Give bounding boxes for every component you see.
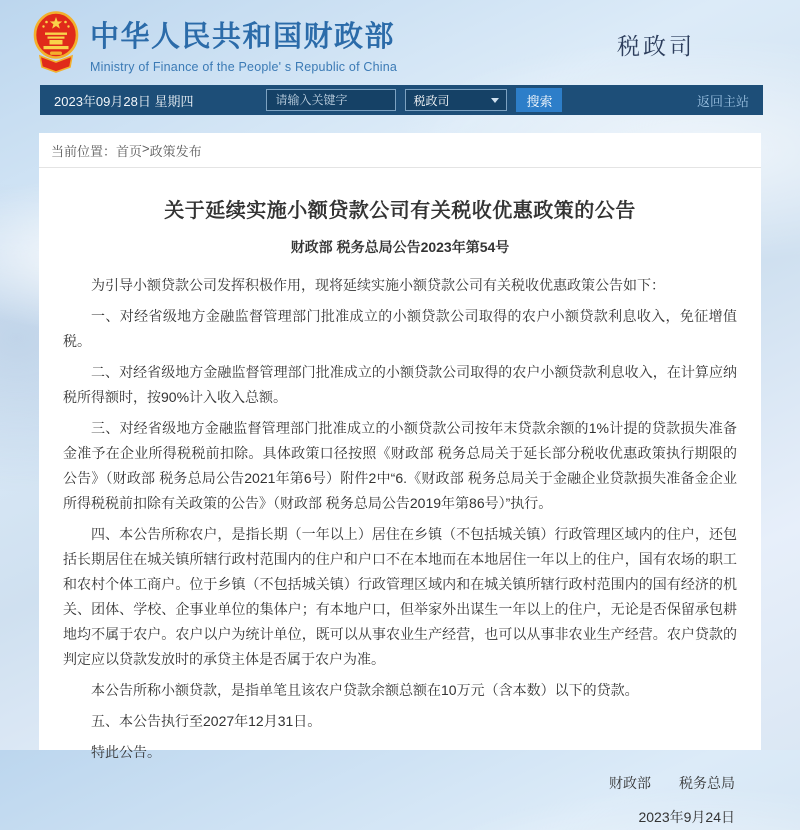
search-input[interactable]: [266, 89, 396, 111]
article-paragraph: 本公告所称小额贷款，是指单笔且该农户贷款余额总额在10万元（含本数）以下的贷款。: [91, 682, 639, 698]
site-brand: [90, 14, 397, 74]
article-paragraph: 为引导小额贷款公司发挥积极作用，现将延续实施小额贷款公司有关税收优惠政策公告如下：: [91, 277, 665, 293]
current-date: 2023年09月28日 星期四: [54, 93, 194, 109]
chevron-down-icon: [491, 98, 499, 103]
article-paragraph: 一、对经省级地方金融监督管理部门批准成立的小额贷款公司取得的农户小额贷款利息收入，免征增值税。: [63, 308, 737, 349]
search-scope-value: 税政司: [413, 93, 450, 108]
search-button[interactable]: 搜索: [516, 88, 562, 112]
back-to-main-link[interactable]: 返回主站: [696, 93, 749, 109]
breadcrumb-home-link[interactable]: 首页: [116, 144, 143, 159]
top-navbar: [40, 85, 763, 115]
doc-number: 财政部 税务总局公告2023年第54号: [290, 239, 510, 255]
breadcrumb-label: 当前位置：: [51, 144, 117, 159]
search-scope-select[interactable]: [405, 89, 507, 111]
article-paragraph: 三、对经省级地方金融监督管理部门批准成立的小额贷款公司按年末贷款余额的1%计提的贷款损失准备金准予在企业所得税税前扣除。具体政策口径按照《财政部 税务总局关于延长部分税收优惠政策执行期限的公告》（财政部 税务总局公告2021年第6号）附件2中“6.《财政部 税务总局关于金融企业贷款损失准备金企业所得税税前扣除有关政策的公告》（财政部 税务总局公告2019年第86号）”执行。: [63, 420, 737, 511]
search-zone: [266, 88, 562, 112]
site-subtitle: Ministry of Finance of the People' s Republic of China: [90, 60, 398, 74]
article-paragraph: 特此公告。: [91, 744, 161, 760]
national-emblem-icon: [33, 9, 79, 80]
signature: 财政部 税务总局: [609, 775, 735, 791]
breadcrumb-separator: >: [142, 141, 150, 156]
department-title: 税政司: [617, 33, 695, 59]
article-title: 关于延续实施小额贷款公司有关税收优惠政策的公告: [164, 200, 636, 222]
signature-date: 2023年9月24日: [638, 809, 735, 825]
breadcrumb: [39, 133, 761, 168]
site-title: 中华人民共和国财政部: [90, 21, 396, 53]
site-header: [0, 0, 800, 85]
article-paragraph: 四、本公告所称农户，是指长期（一年以上）居住在乡镇（不包括城关镇）行政管理区域内的住户，还包括长期居住在城关镇所辖行政村范围内的住户和户口不在本地而在本地居住一年以上的住户，国有农场的职工和农村个体工商户。位于乡镇（不包括城关镇）行政管理区域内和在城关镇所辖行政村范围内的国有经济的机关、团体、学校、企事业单位的集体户；有本地户口，但举家外出谋生一年以上的住户，无论是否保留承包耕地均不属于农户。农户以户为统计单位，既可以从事农业生产经营，也可以从事非农业生产经营。农户贷款的判定应以贷款发放时的承贷主体是否属于农户为准。: [63, 526, 737, 667]
article-paragraph: 五、本公告执行至2027年12月31日。: [91, 713, 322, 729]
breadcrumb-current[interactable]: 政策发布: [149, 144, 202, 159]
announcement-article: [39, 168, 761, 830]
content-panel: [39, 133, 761, 825]
article-paragraph: 二、对经省级地方金融监督管理部门批准成立的小额贷款公司取得的农户小额贷款利息收入，在计算应纳税所得额时，按90%计入收入总额。: [63, 364, 737, 405]
signature-block: [63, 771, 737, 830]
